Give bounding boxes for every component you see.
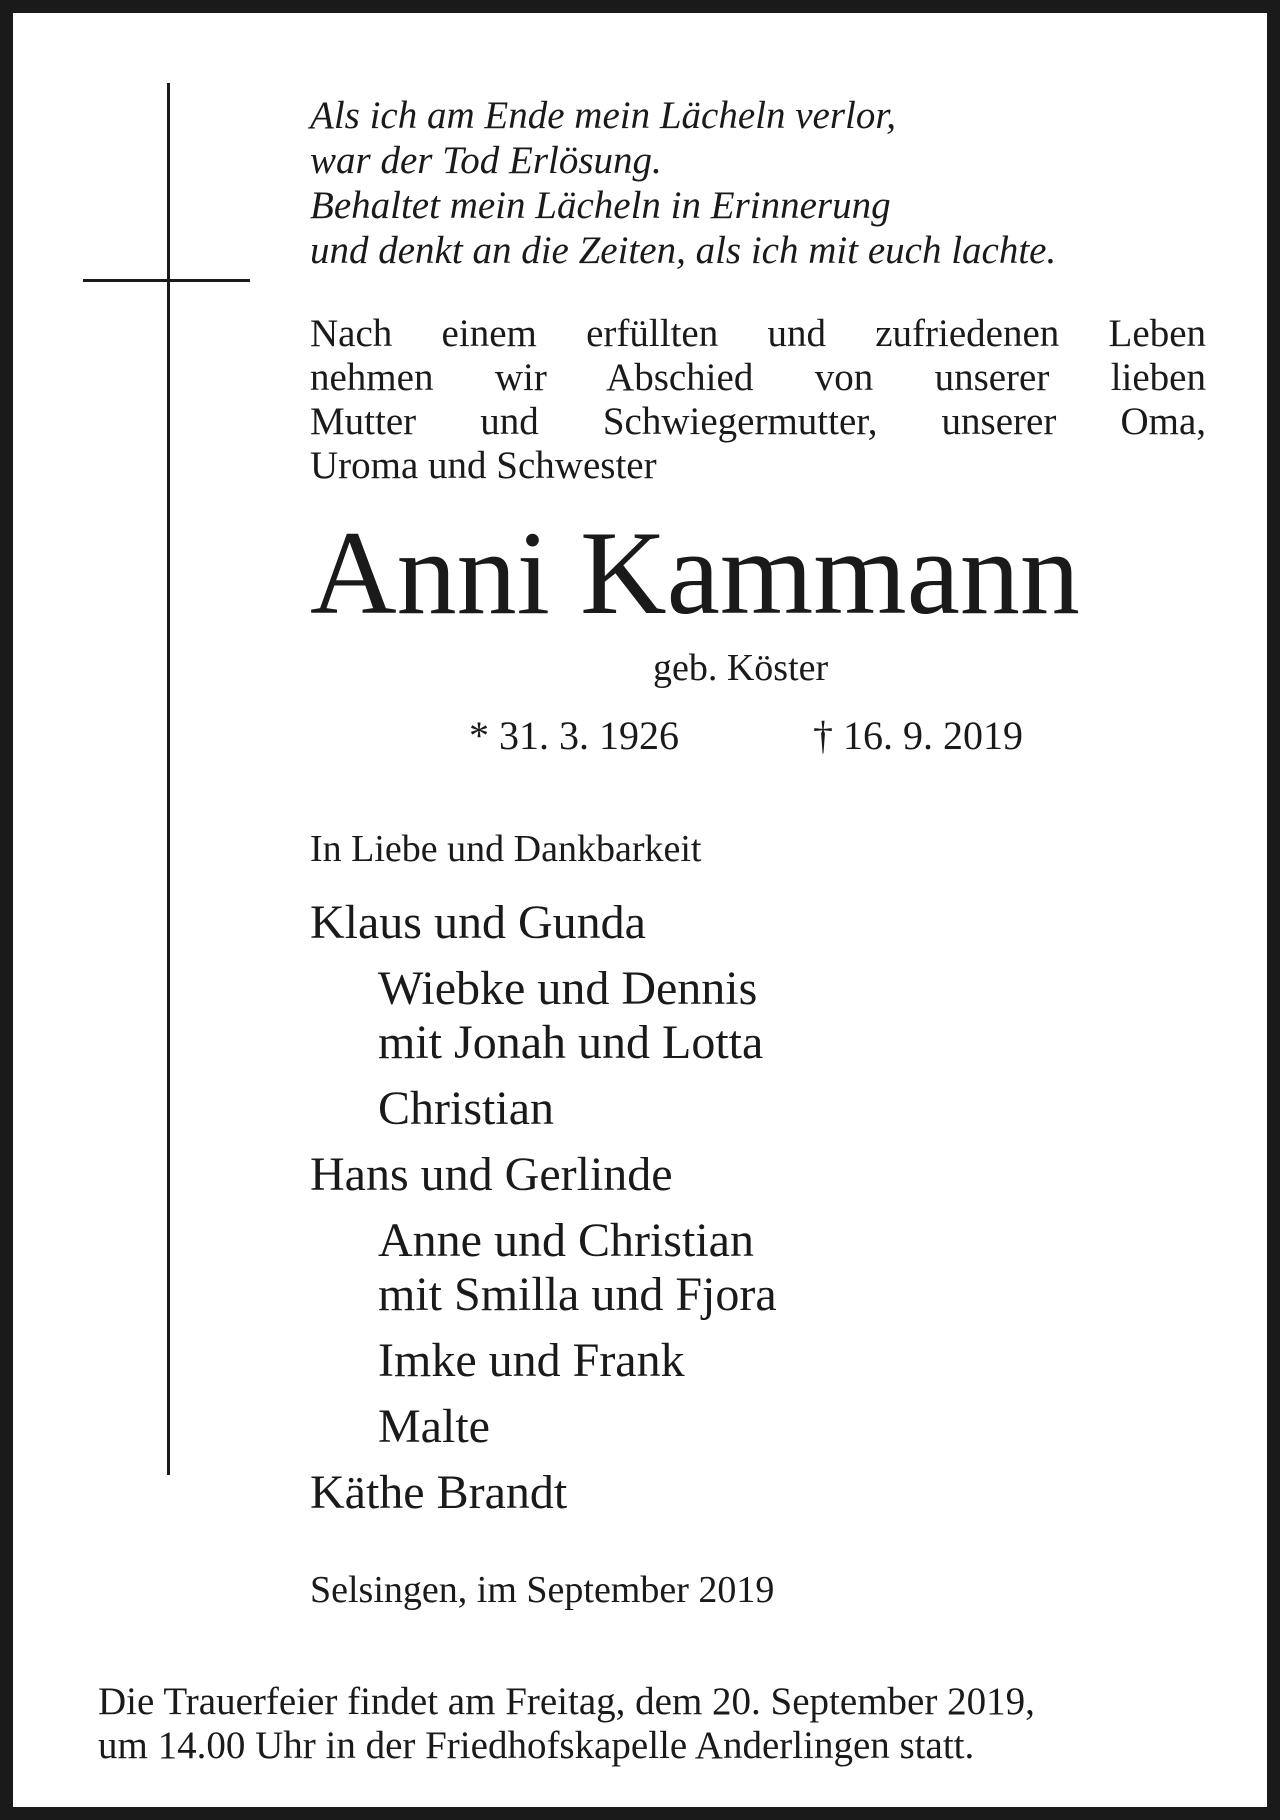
intro-line: nehmen wir Abschied von unserer lieben xyxy=(310,356,1206,399)
funeral-line: um 14.00 Uhr in der Friedhofskapelle Anderlingen statt. xyxy=(98,1724,975,1767)
birth-name: geb. Köster xyxy=(653,647,829,689)
poem-line: Als ich am Ende mein Lächeln verlor, xyxy=(310,94,896,137)
dedication: In Liebe und Dankbarkeit xyxy=(310,828,702,870)
family-member: Klaus und Gunda xyxy=(310,896,646,949)
poem-line: Behaltet mein Lächeln in Erinnerung xyxy=(310,184,891,227)
deceased-name: Anni Kammann xyxy=(310,506,1080,639)
cross-horizontal-bar xyxy=(83,279,250,282)
funeral-line: Die Trauerfeier findet am Freitag, dem 20. September 2019, xyxy=(98,1680,1035,1723)
family-member: mit Jonah und Lotta xyxy=(378,1016,764,1069)
intro-text xyxy=(310,312,1206,488)
cross-vertical-bar xyxy=(167,83,170,1475)
family-member: Käthe Brandt xyxy=(310,1466,568,1519)
birth-date: * 31. 3. 1926 xyxy=(469,713,679,758)
death-date: † 16. 9. 2019 xyxy=(813,713,1023,758)
intro-line: Nach einem erfüllten und zufriedenen Leben xyxy=(310,312,1206,355)
family-member: Malte xyxy=(378,1400,490,1453)
family-list xyxy=(310,896,777,1520)
family-member: Christian xyxy=(378,1082,554,1135)
funeral-notice xyxy=(98,1680,1228,1768)
intro-line: Mutter und Schwiegermutter, unserer Oma, xyxy=(310,400,1206,443)
family-member: Hans und Gerlinde xyxy=(310,1148,673,1201)
family-member: Wiebke und Dennis xyxy=(378,962,758,1015)
poem xyxy=(310,93,1210,273)
poem-line: war der Tod Erlösung. xyxy=(310,139,662,182)
family-member: mit Smilla und Fjora xyxy=(378,1268,777,1321)
family-member: Anne und Christian xyxy=(378,1214,754,1267)
intro-line: Uroma und Schwester xyxy=(310,444,657,487)
family-member: Imke und Frank xyxy=(378,1334,685,1387)
poem-line: und denkt an die Zeiten, als ich mit euch lachte. xyxy=(310,229,1057,272)
place-date: Selsingen, im September 2019 xyxy=(310,1569,775,1611)
